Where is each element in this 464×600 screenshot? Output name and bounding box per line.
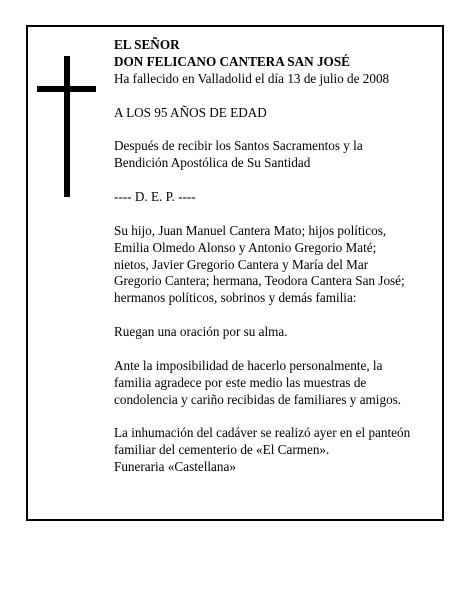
sacraments-line: Después de recibir los Santos Sacramentos y la: [114, 138, 363, 154]
spacer: [114, 206, 436, 223]
sacraments-line: Bendición Apostólica de Su Santidad: [114, 155, 311, 171]
family-line: Emilia Olmedo Alonso y Antonio Gregorio Maté;: [114, 239, 377, 255]
burial-line: La inhumación del cadáver se realizó ayer en el panteón: [114, 425, 411, 441]
title: EL SEÑOR: [114, 37, 180, 52]
prayer-line: Ruegan una oración por su alma.: [114, 324, 288, 340]
spacer: [114, 307, 436, 324]
spacer: [114, 409, 436, 426]
family-line: hermanos políticos, sobrinos y demás familia:: [114, 290, 357, 306]
obituary-text: [114, 37, 436, 476]
cross-vertical-bar: [64, 56, 70, 197]
gratitude-line: Ante la imposibilidad de hacerlo personalmente, la: [114, 357, 383, 373]
spacer: [114, 88, 436, 105]
burial-line: familiar del cementerio de «El Carmen».: [114, 442, 330, 458]
funeral-home: Funeraria «Castellana»: [114, 459, 236, 475]
gratitude-line: familia agradece por este medio las muestras de: [114, 374, 367, 390]
dep-line: ---- D. E. P. ----: [114, 189, 196, 205]
deceased-name: DON FELICANO CANTERA SAN JOSÉ: [114, 53, 350, 69]
gratitude-line: condolencia y cariño recibidas de familiares y amigos.: [114, 391, 402, 407]
age-line: A LOS 95 AÑOS DE EDAD: [114, 104, 267, 120]
family-line: Gregorio Cantera; hermana, Teodora Cantera San José;: [114, 273, 405, 289]
cross-horizontal-bar: [37, 86, 96, 92]
spacer: [114, 121, 436, 138]
death-notice: Ha fallecido en Valladolid el día 13 de julio de 2008: [114, 70, 390, 86]
family-line: Su hijo, Juan Manuel Cantera Mato; hijos políticos,: [114, 222, 387, 238]
family-line: nietos, Javier Gregorio Cantera y María del Mar: [114, 256, 369, 272]
spacer: [114, 172, 436, 189]
spacer: [114, 341, 436, 358]
